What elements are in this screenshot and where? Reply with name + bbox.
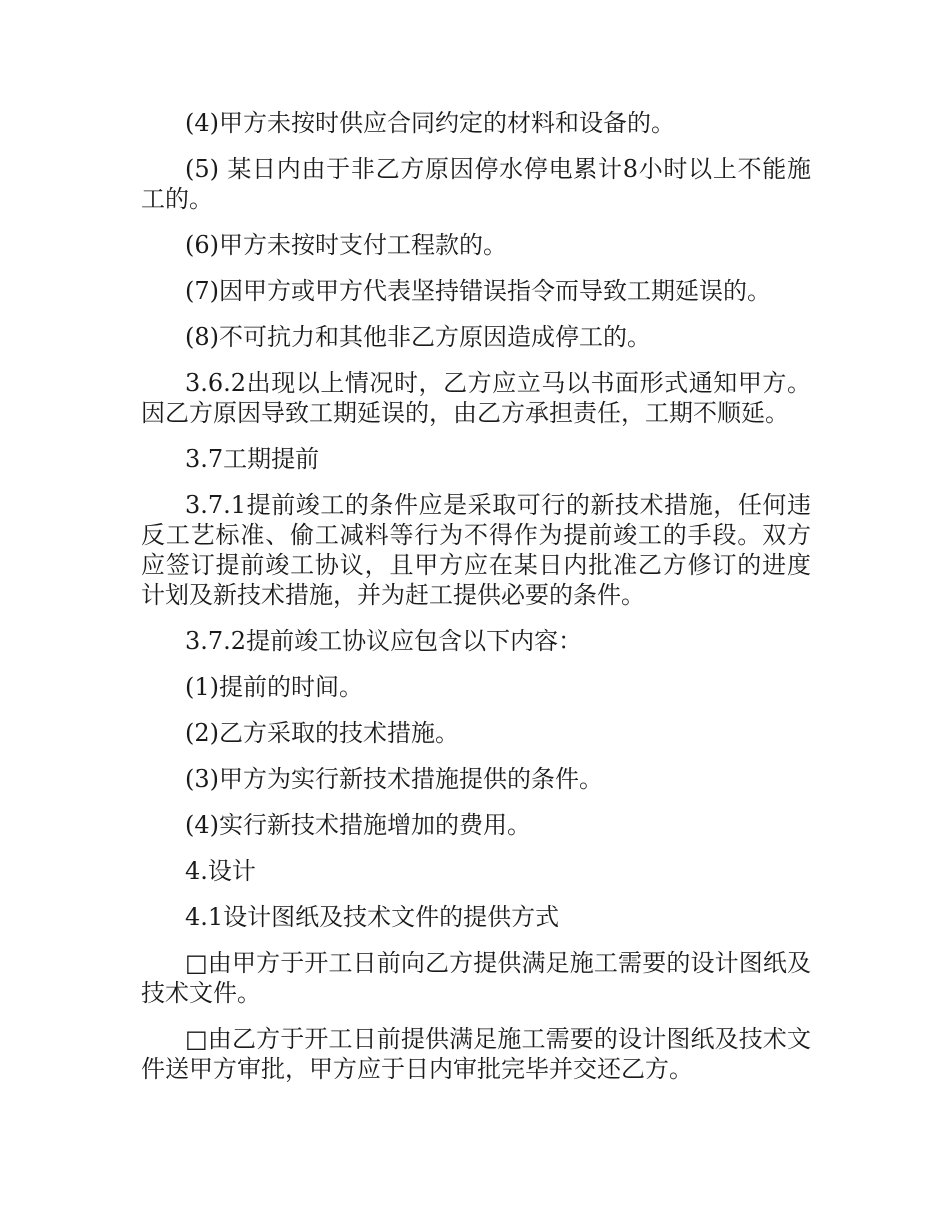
paragraph-3-7-1: 3.7.1提前竣工的条件应是采取可行的新技术措施，任何违反工艺标准、偷工减料等行为不得作为提前竣工的手段。双方应签订提前竣工协议，且甲方应在某日内批准乙方修订的进度计划及新技术措施，并为赶工提供必要的条件。 [141, 491, 811, 609]
list-item-3: (3)甲方为实行新技术措施提供的条件。 [185, 765, 603, 793]
paragraph-3-7-2: 3.7.2提前竣工协议应包含以下内容： [185, 627, 583, 655]
paragraph-item-6-payment: (6)甲方未按时支付工程款的。 [185, 231, 507, 259]
document-page [141, 108, 811, 1100]
paragraph-item-4-materials: (4)甲方未按时供应合同约定的材料和设备的。 [185, 109, 675, 137]
section-heading-4: 4.设计 [185, 857, 256, 885]
list-item-1: (1)提前的时间。 [185, 673, 363, 701]
paragraph-item-8-force-majeure: (8)不可抗力和其他非乙方原因造成停工的。 [185, 323, 651, 351]
section-heading-4-1: 4.1设计图纸及技术文件的提供方式 [185, 903, 560, 931]
paragraph-3-6-2: 3.6.2出现以上情况时，乙方应立马以书面形式通知甲方。因乙方原因导致工期延误的，由乙方承担责任，工期不顺延。 [141, 369, 811, 427]
list-item-4: (4)实行新技术措施增加的费用。 [185, 811, 531, 839]
list-item-2: (2)乙方采取的技术措施。 [185, 719, 459, 747]
option-party-a-provides: □由甲方于开工日前向乙方提供满足施工需要的设计图纸及技术文件。 [141, 949, 811, 1007]
paragraph-item-7-wrong-instruction: (7)因甲方或甲方代表坚持错误指令而导致工期延误的。 [185, 277, 771, 305]
paragraph-item-5-power-outage: (5) 某日内由于非乙方原因停水停电累计8小时以上不能施工的。 [141, 155, 811, 213]
option-party-b-provides: □由乙方于开工日前提供满足施工需要的设计图纸及技术文件送甲方审批，甲方应于日内审批完毕并交还乙方。 [141, 1025, 811, 1083]
section-heading-3-7: 3.7工期提前 [185, 445, 320, 473]
